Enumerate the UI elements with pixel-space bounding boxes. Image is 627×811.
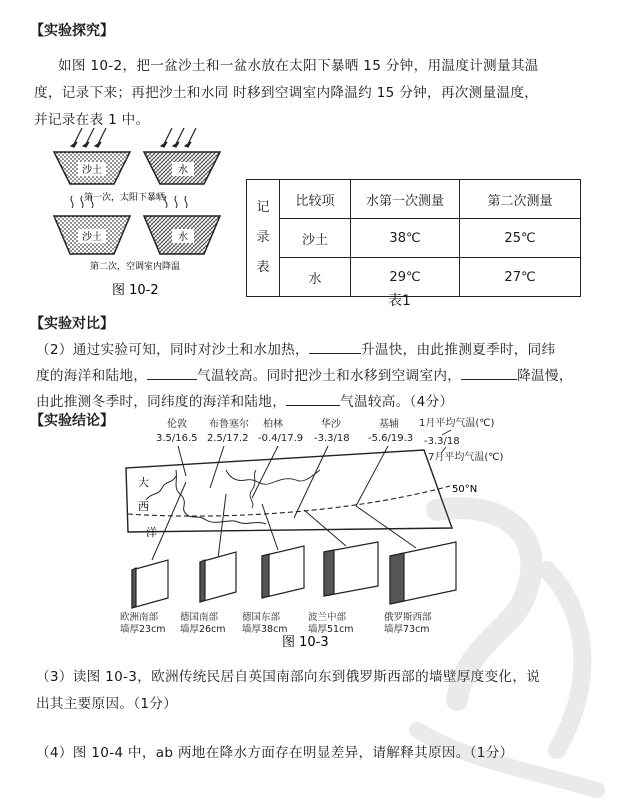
table-cell: 27℃	[460, 258, 581, 297]
basin-label-water-1: 水	[178, 165, 188, 176]
table-header: 比较项	[280, 180, 351, 219]
wall-region-2: 德国南部	[180, 612, 219, 623]
figure-title-10-2: 图 10-2	[112, 283, 159, 298]
city-temps-brussels: 2.5/17.2	[207, 433, 249, 444]
ocean-label-3: 洋	[146, 526, 157, 539]
text-fragment: （2）通过实验可知，同时对沙土和水加热，	[36, 342, 309, 358]
table-cell: 沙土	[280, 219, 351, 258]
wall-region-1: 欧洲南部	[120, 612, 159, 623]
comparison-line-1	[36, 338, 555, 358]
ocean-label-1: 大	[138, 476, 149, 489]
wall-thick-2: 墙厚26cm	[180, 624, 226, 635]
table-cell: 25℃	[460, 219, 581, 258]
wall-thick-3: 墙厚38cm	[242, 624, 288, 635]
paragraph-line-3: 并记录在表 1 中。	[34, 112, 150, 128]
paragraph-line-2: 度，记录下来；再把沙土和水同 时移到空调室内降温约 15 分钟，再次测量温度，	[34, 85, 539, 101]
figure-title-10-3: 图 10-3	[282, 635, 329, 650]
city-name-berlin: 柏林	[263, 419, 283, 430]
wall-region-4: 波兰中部	[308, 612, 347, 623]
question-4-line-1: （4）图 10-4 中，ab 两地在降水方面存在明显差异，请解释其原因。（1分）	[36, 745, 514, 761]
basin-label-sand-2: 沙土	[82, 232, 102, 243]
text-fragment: 气温较高。（4分）	[340, 394, 454, 410]
text-fragment: 升温快，由此推测夏季时，同纬	[360, 342, 556, 358]
latitude-label: 50°N	[452, 484, 478, 495]
side-char-1: 记	[256, 200, 270, 215]
comparison-line-3	[36, 390, 453, 410]
wall-thick-4: 墙厚51cm	[308, 624, 354, 635]
caption-second: 第二次，空调室内降温	[90, 262, 181, 272]
city-name-brussels: 布鲁塞尔	[209, 419, 249, 430]
legend-jul: 7月平均气温(℃)	[428, 452, 504, 463]
table-header: 第二次测量	[460, 180, 581, 219]
table-header: 水第一次测量	[351, 180, 460, 219]
section-heading-conclusion: 【实验结论】	[30, 413, 114, 429]
text-fragment: 降温慢，	[517, 368, 573, 384]
text-fragment: 度的海洋和陆地，	[36, 368, 148, 384]
wall-region-3: 德国东部	[242, 612, 281, 623]
city-temps-london: 3.5/16.5	[156, 433, 198, 444]
wall-region-5: 俄罗斯西部	[384, 612, 432, 623]
answer-blank-2[interactable]	[147, 379, 197, 380]
side-char-3: 表	[256, 260, 270, 275]
question-3-line-1: （3）读图 10-3，欧洲传统民居自英国南部向东到俄罗斯西部的墙壁厚度变化，说	[36, 669, 541, 685]
city-temps-kyiv: -5.6/19.3	[368, 433, 414, 444]
caption-first: 第一次，太阳下暴晒	[84, 193, 166, 203]
answer-blank-4[interactable]	[286, 405, 340, 406]
side-char-2: 录	[256, 230, 270, 245]
wall-4	[324, 542, 378, 596]
wall-2	[200, 552, 236, 602]
ocean-label-2: 西	[138, 500, 149, 513]
city-name-kyiv: 基辅	[379, 419, 399, 430]
section-heading-experiment: 【实验探究】	[30, 23, 114, 39]
table-cell: 29℃	[351, 258, 460, 297]
table-title: 表1	[388, 293, 411, 309]
question-3-line-2: 出其主要原因。（1分）	[36, 696, 178, 712]
city-temps-berlin: -0.4/17.9	[258, 433, 304, 444]
wall-3	[262, 546, 304, 598]
table-1	[246, 179, 581, 297]
comparison-line-2	[36, 364, 573, 384]
basin-label-water-2: 水	[178, 232, 188, 243]
table-side-label	[247, 180, 280, 297]
city-name-london: 伦敦	[167, 419, 187, 430]
paragraph-line-1: 如图 10-2，把一盆沙土和一盆水放在太阳下暴晒 15 分钟，用温度计测量其温	[58, 58, 539, 74]
watermark-brush-strokes	[377, 470, 627, 810]
text-fragment: 气温较高。同时把沙土和水移到空调室内，	[197, 368, 462, 384]
sun-arrows	[71, 128, 196, 147]
legend-example: -3.3/18	[424, 436, 460, 447]
basin-label-sand-1: 沙土	[82, 165, 102, 176]
wall-1	[132, 560, 168, 608]
answer-blank-1[interactable]	[309, 353, 361, 354]
answer-blank-3[interactable]	[461, 379, 517, 380]
legend-jan: 1月平均气温(℃)	[419, 418, 495, 429]
wall-thick-1: 墙厚23cm	[120, 624, 166, 635]
section-heading-comparison: 【实验对比】	[30, 316, 114, 332]
wall-thick-5: 墙厚73cm	[384, 624, 430, 635]
table-cell: 水	[280, 258, 351, 297]
city-name-warsaw: 华沙	[321, 419, 341, 430]
table-cell: 38℃	[351, 219, 460, 258]
city-temps-warsaw: -3.3/18	[314, 433, 350, 444]
text-fragment: 由此推测冬季时，同纬度的海洋和陆地，	[36, 394, 287, 410]
